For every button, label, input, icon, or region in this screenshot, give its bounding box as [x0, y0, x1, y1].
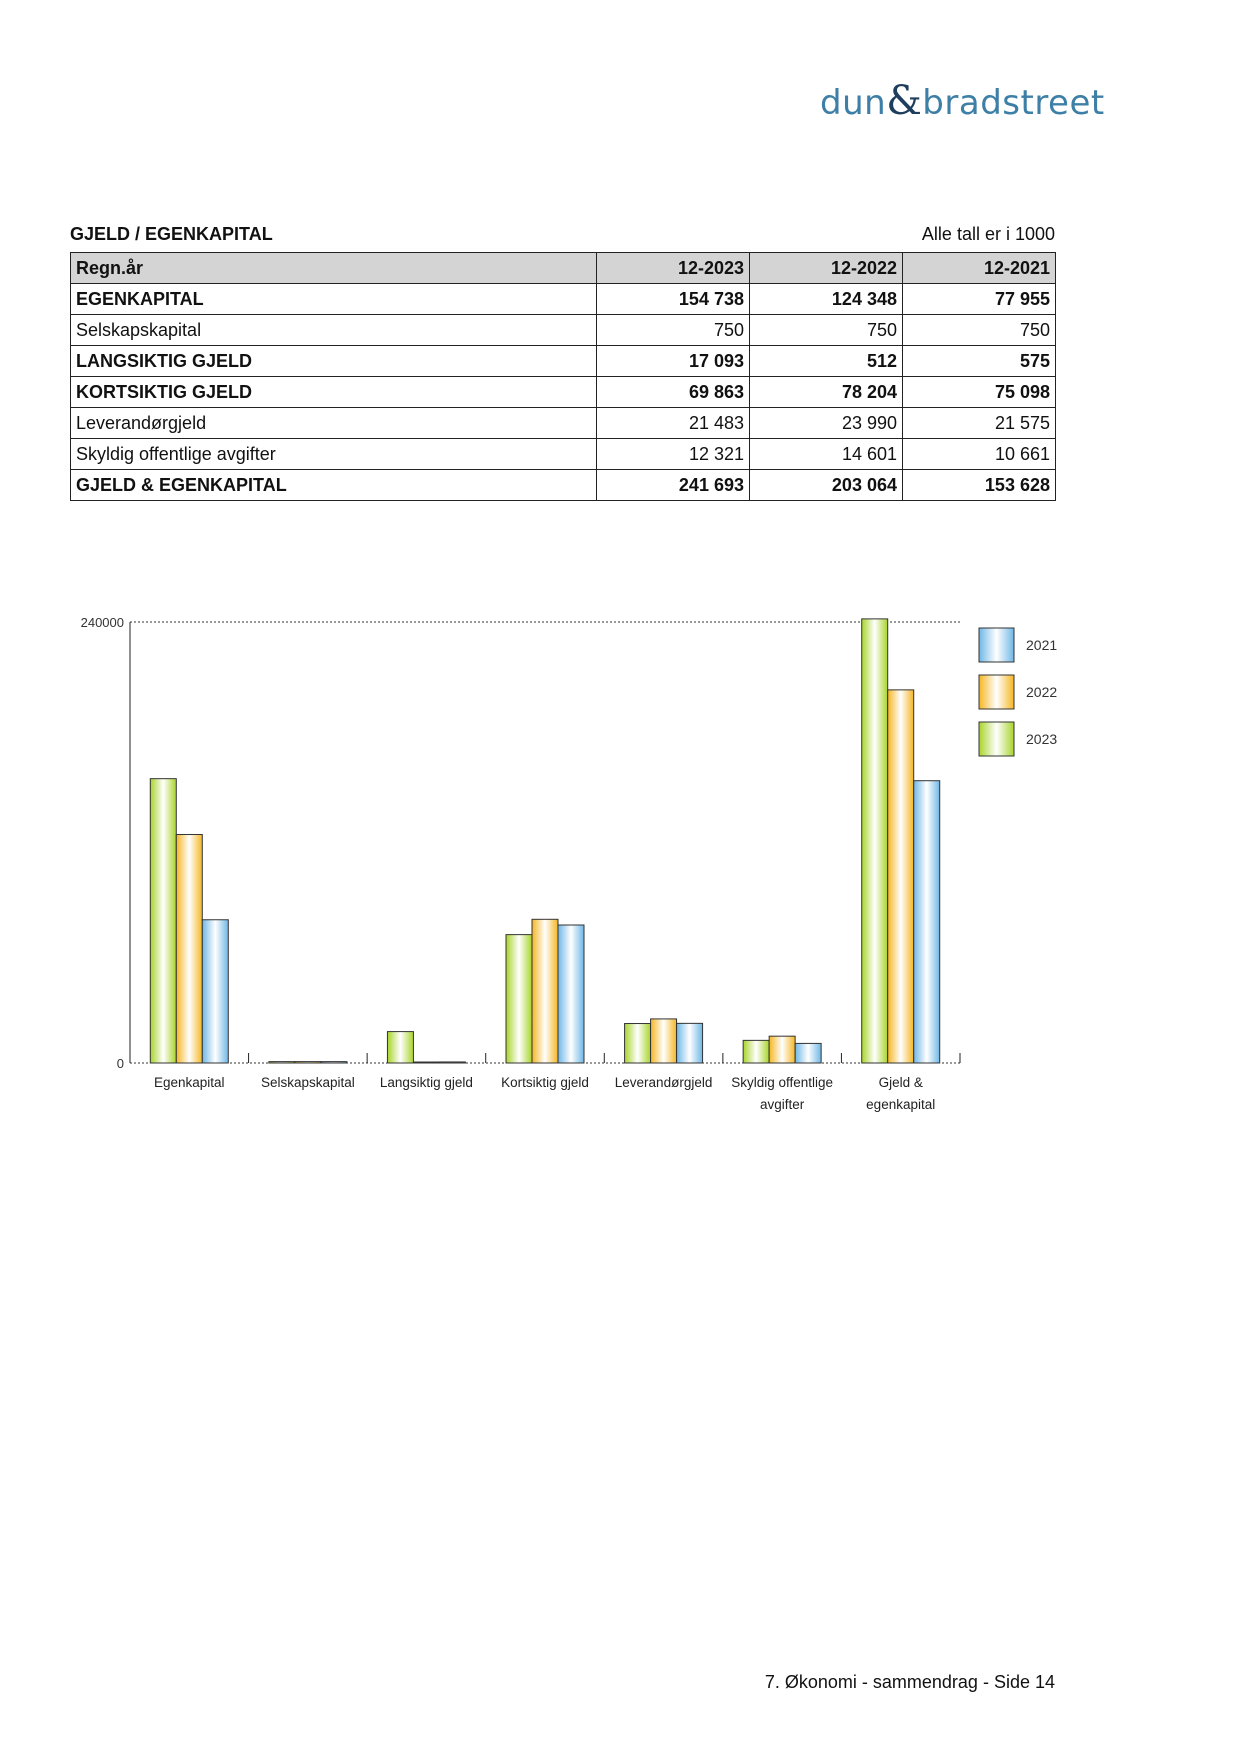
row-label: Selskapskapital	[71, 315, 597, 346]
bar-2021-0	[202, 920, 228, 1063]
cell-value: 21 575	[903, 408, 1056, 439]
bar-2022-2	[413, 1062, 439, 1063]
bar-2021-6	[914, 781, 940, 1063]
x-tick-label: Selskapskapital	[260, 1075, 355, 1090]
bar-2023-0	[150, 779, 176, 1063]
cell-value: 21 483	[597, 408, 750, 439]
x-tick-label: Gjeld &	[878, 1075, 923, 1090]
x-tick-label: egenkapital	[866, 1097, 936, 1112]
bar-2021-5	[795, 1043, 821, 1063]
header-2022: 12-2022	[750, 253, 903, 284]
header-2023: 12-2023	[597, 253, 750, 284]
cell-value: 512	[750, 346, 903, 377]
table-row	[71, 315, 1056, 346]
bar-2022-6	[888, 690, 914, 1063]
cell-value: 153 628	[903, 470, 1056, 501]
x-tick-label: Egenkapital	[154, 1075, 225, 1090]
cell-value: 154 738	[597, 284, 750, 315]
legend-label-2022: 2022	[1026, 684, 1058, 700]
bar-2023-4	[625, 1024, 651, 1063]
bar-2022-3	[532, 919, 558, 1063]
logo-text-bradstreet: bradstreet	[922, 83, 1105, 123]
page-footer: 7. Økonomi - sammendrag - Side 14	[764, 1672, 1055, 1692]
row-label: GJELD & EGENKAPITAL	[71, 470, 597, 501]
cell-value: 750	[750, 315, 903, 346]
cell-value: 77 955	[903, 284, 1056, 315]
logo-text-dun: dun	[820, 83, 887, 123]
x-tick-label: Leverandørgjeld	[614, 1075, 713, 1090]
bar-2022-0	[176, 835, 202, 1063]
row-label: Skyldig offentlige avgifter	[71, 439, 597, 470]
bar-2023-6	[862, 619, 888, 1063]
cell-value: 750	[597, 315, 750, 346]
cell-value: 14 601	[750, 439, 903, 470]
cell-value: 23 990	[750, 408, 903, 439]
x-tick-label: Skyldig offentlige	[731, 1075, 834, 1090]
legend-swatch-2022	[979, 675, 1014, 709]
bar-2023-5	[743, 1040, 769, 1063]
legend-swatch-2023	[979, 722, 1014, 756]
cell-value: 575	[903, 346, 1056, 377]
bar-2022-5	[769, 1036, 795, 1063]
dnb-logo	[820, 78, 1105, 124]
logo-ampersand: &	[886, 78, 923, 124]
cell-value: 17 093	[597, 346, 750, 377]
bar-2023-2	[387, 1032, 413, 1063]
balance-bar-chart	[0, 590, 1241, 1130]
bar-2022-1	[295, 1062, 321, 1063]
table-row	[71, 284, 1056, 315]
row-label: Leverandørgjeld	[71, 408, 597, 439]
table-row	[71, 377, 1056, 408]
cell-value: 69 863	[597, 377, 750, 408]
table-row	[71, 346, 1056, 377]
header-label: Regn.år	[71, 253, 597, 284]
unit-note: Alle tall er i 1000	[921, 224, 1055, 244]
legend-swatch-2021	[979, 628, 1014, 662]
cell-value: 241 693	[597, 470, 750, 501]
cell-value: 124 348	[750, 284, 903, 315]
cell-value: 75 098	[903, 377, 1056, 408]
y-tick-label: 240000	[80, 615, 124, 630]
bar-2021-3	[558, 925, 584, 1063]
table-header-row	[71, 253, 1056, 284]
bar-2022-4	[651, 1019, 677, 1063]
section-title: GJELD / EGENKAPITAL	[70, 224, 273, 244]
bar-2021-4	[677, 1023, 703, 1063]
cell-value: 203 064	[750, 470, 903, 501]
header-2021: 12-2021	[903, 253, 1056, 284]
cell-value: 750	[903, 315, 1056, 346]
table-row	[71, 439, 1056, 470]
row-label: LANGSIKTIG GJELD	[71, 346, 597, 377]
bar-2021-2	[439, 1062, 465, 1063]
x-tick-label: Langsiktig gjeld	[379, 1075, 473, 1090]
bar-2023-3	[506, 935, 532, 1063]
balance-table	[70, 252, 1056, 501]
row-label: EGENKAPITAL	[71, 284, 597, 315]
cell-value: 78 204	[750, 377, 903, 408]
bar-2023-1	[269, 1062, 295, 1063]
y-tick-label: 0	[116, 1056, 124, 1071]
table-row	[71, 470, 1056, 501]
cell-value: 12 321	[597, 439, 750, 470]
row-label: KORTSIKTIG GJELD	[71, 377, 597, 408]
bar-2021-1	[321, 1062, 347, 1063]
x-tick-label: avgifter	[760, 1097, 805, 1112]
cell-value: 10 661	[903, 439, 1056, 470]
table-row	[71, 408, 1056, 439]
x-tick-label: Kortsiktig gjeld	[501, 1075, 589, 1090]
legend-label-2021: 2021	[1026, 637, 1058, 653]
legend-label-2023: 2023	[1026, 731, 1058, 747]
